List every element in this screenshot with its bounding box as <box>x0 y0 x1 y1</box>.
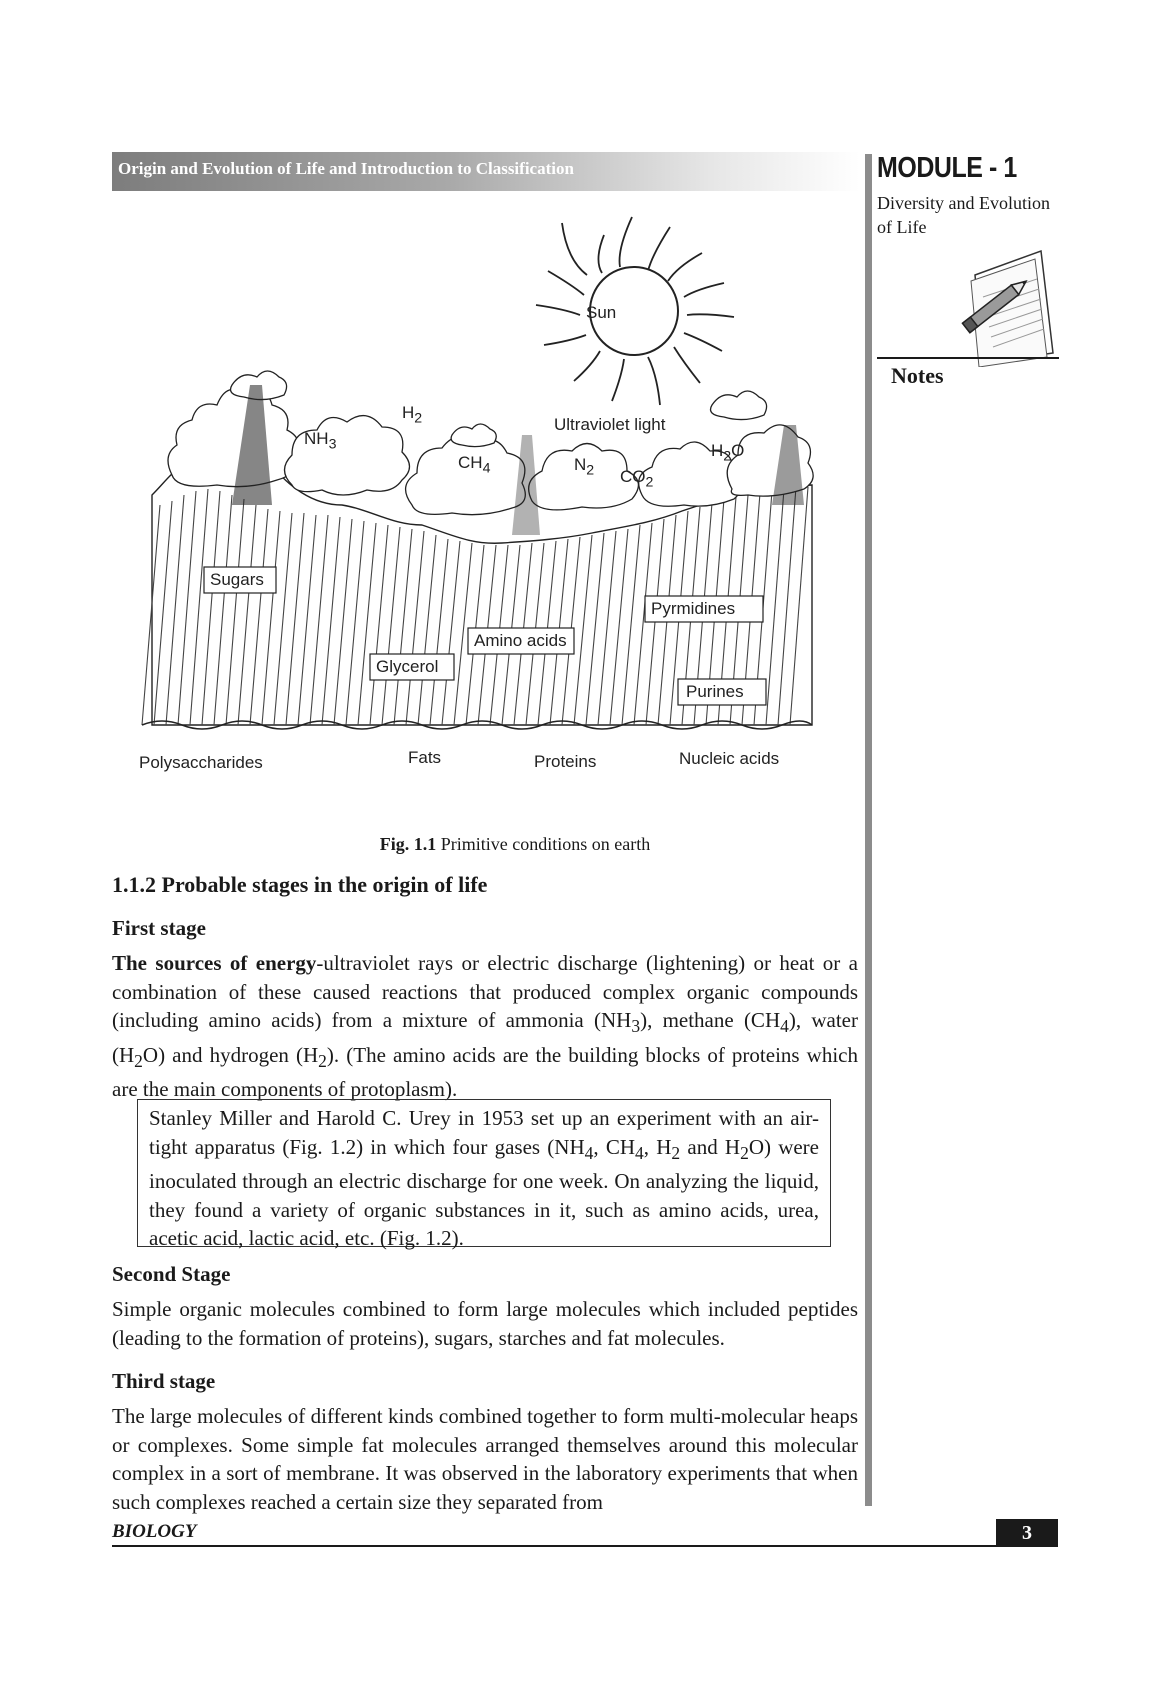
label-sun: Sun <box>586 303 617 322</box>
module-subtitle <box>877 191 1067 239</box>
notes-rule <box>877 357 1059 359</box>
page-number: 3 <box>996 1519 1058 1547</box>
third-stage-heading: Third stage <box>112 1369 216 1393</box>
label-ultraviolet: Ultraviolet light <box>554 415 666 434</box>
footer-rule <box>112 1545 1054 1547</box>
figure-caption <box>0 834 1030 855</box>
second-stage-paragraph: Simple organic molecules combined to form large molecules which included peptides (leading to the formation of proteins), sugars, starches and fat molecules. <box>112 1297 858 1350</box>
first-stage-paragraph: The sources of energy-ultraviolet rays or electric discharge (lightening) or heat or a combination of these caused reactions that produced complex organic compounds (including amino acids) from a mixture of ammonia $(NH_3)$, methane $(CH_4)$, water $(H_2O)$ and hydrogen $(H_2)$. (The amino acids are the building blocks of proteins which are the main components of protoplasm). <box>112 951 858 1102</box>
primitive-earth-illustration <box>112 205 852 805</box>
figure-primitive-earth <box>112 205 852 805</box>
module-title: MODULE - 1 <box>877 152 1017 184</box>
first-stage-heading: First stage <box>112 916 206 940</box>
label-amino-acids: Amino acids <box>474 631 567 650</box>
label-glycerol: Glycerol <box>376 657 439 676</box>
notepad-pencil-icon <box>953 245 1055 367</box>
sidebar <box>877 152 1067 388</box>
label-nucleic-acids: Nucleic acids <box>679 749 780 768</box>
label-pyrmidines: Pyrmidines <box>651 599 736 618</box>
first-stage-bold: The sources of energy <box>112 951 317 975</box>
label-polysaccharides: Polysaccharides <box>139 753 263 772</box>
label-proteins: Proteins <box>534 752 597 771</box>
footer-subject: BIOLOGY <box>112 1521 197 1542</box>
running-header-title: Origin and Evolution of Life and Introduction to Classification <box>118 159 574 178</box>
label-purines: Purines <box>686 682 744 701</box>
module-subtitle-line1: Diversity and Evolution <box>877 193 1050 213</box>
label-n2: $N_2$ <box>574 455 595 479</box>
label-h2: $H_2$ <box>402 403 423 427</box>
module-subtitle-line2: of Life <box>877 217 927 237</box>
label-ch4: $CH_4$ <box>458 453 491 477</box>
third-stage-paragraph: The large molecules of different kinds combined together to form multi-molecular heaps or complexes. Some simple fat molecules arranged themselves around this molecular complex in a sort of membrane. It was observed in the laboratory experiments that when such complexes reached a certain size they separated from <box>112 1404 858 1514</box>
label-co2: $CO_2$ <box>620 467 654 491</box>
section-heading: 1.1.2 Probable stages in the origin of life <box>112 872 488 897</box>
label-h2o: $H_2O$ <box>711 441 745 465</box>
running-header <box>112 152 860 191</box>
miller-urey-box: Stanley Miller and Harold C. Urey in 1953 set up an experiment with an air-tight apparatus (Fig. 1.2) in which four gases ($NH_4$, $CH_4$, $H_2$ and $H_2O$) were inoculated through an electric discharge for one week. On analyzing the liquid, they found a variety of organic substances in it, such as amino acids, urea, acetic acid, lactic acid, etc. (Fig. 1.2). <box>137 1099 831 1247</box>
figure-caption-text: Primitive conditions on earth <box>436 834 651 854</box>
notes-label: Notes <box>891 363 950 389</box>
second-stage-heading: Second Stage <box>112 1262 231 1286</box>
margin-rule <box>865 154 872 1506</box>
figure-caption-number: Fig. 1.1 <box>379 834 437 854</box>
label-nh3: $NH_3$ <box>304 429 337 453</box>
label-fats: Fats <box>408 748 442 767</box>
label-sugars: Sugars <box>210 570 264 589</box>
